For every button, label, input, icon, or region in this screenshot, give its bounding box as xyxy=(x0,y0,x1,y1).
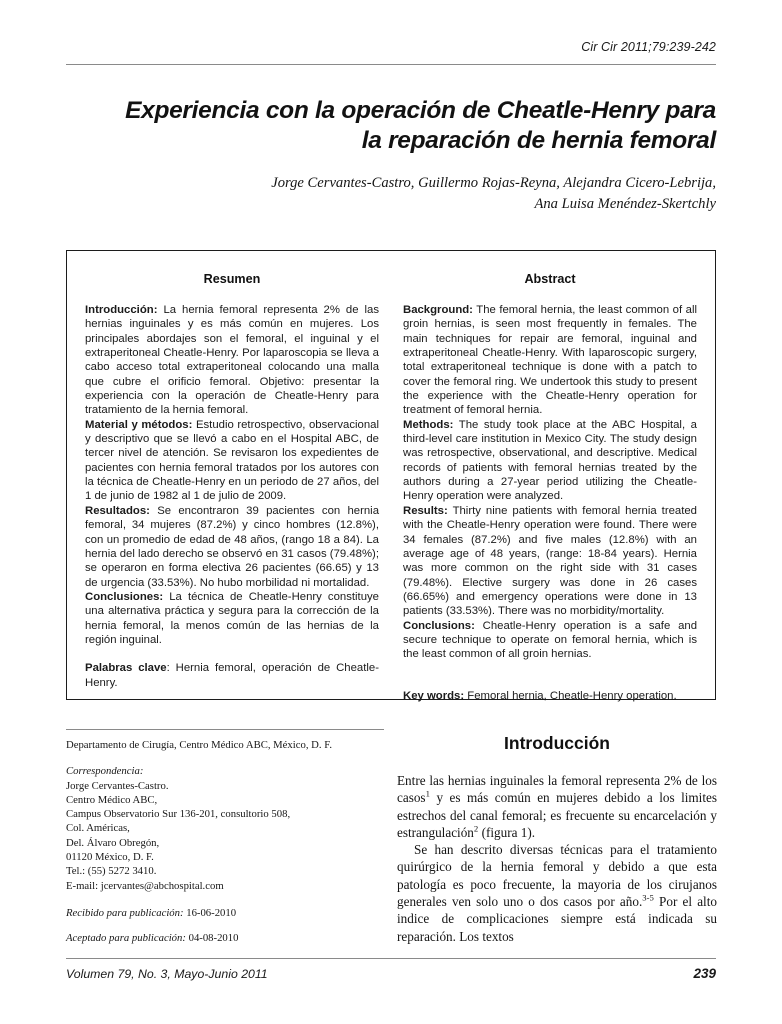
section-text: Cheatle-Henry operation is a safe and secure technique to operate on femoral hernia, which is the least common of all groin hernias. xyxy=(403,619,697,661)
abstract-english-body xyxy=(403,303,697,703)
abstract-section xyxy=(85,303,379,418)
intro-p1-part-a: Entre las hernias inguinales la femoral representa 2% de los casos xyxy=(397,773,717,806)
reference-marker-2: 2 xyxy=(473,823,479,834)
department-affiliation: Departamento de Cirugía, Centro Médico ABC, México, D. F. xyxy=(66,739,332,751)
address-line: Del. Álvaro Obregón, xyxy=(66,836,160,849)
volume-info: Volumen 79, No. 3, Mayo-Junio 2011 xyxy=(66,967,268,981)
journal-citation: Cir Cir 2011;79:239-242 xyxy=(581,40,716,54)
keywords-label: Palabras clave xyxy=(85,662,167,675)
section-label: Resultados: xyxy=(85,504,150,517)
header-rule xyxy=(66,64,716,65)
abstract-english xyxy=(403,267,697,702)
keywords-text: Femoral hernia, Cheatle-Henry operation. xyxy=(464,689,677,702)
section-text: La hernia femoral representa 2% de las hernias inguinales y es más común en mujeres. Los principales abordajes son el femoral, el inguinal y el extraperitoneal Cheatle-Henry. Por laparoscopia se lleva a cabo acceso total extraperitoneal colocando una malla que cubre el orificio femoral. Objetivo: presentar la experiencia con la operación de Cheatle-Henry para tratamiento de la hernia femoral. xyxy=(85,304,379,417)
introduction-paragraph-2 xyxy=(397,841,717,945)
title-block xyxy=(66,96,716,215)
abstract-section xyxy=(403,303,697,418)
abstract-section xyxy=(403,619,697,662)
page-number: 239 xyxy=(693,966,716,981)
section-text: The study took place at the ABC Hospital, a third-level care institution in Mexico City. The study design was retrospective, observational, and descriptive. Medical records of patients with femoral hernias treated by the authors during a 27-year period utilizing the Cheatle-Henry operation were analyzed. xyxy=(403,418,697,503)
page-title xyxy=(66,96,716,156)
intro-p2-part-b: Por el alto indice de complicaciones siempre está indicada su reparación. Los textos xyxy=(397,894,717,944)
masthead xyxy=(66,38,716,56)
abstract-section xyxy=(85,504,379,590)
footer-rule xyxy=(66,958,716,959)
section-label: Material y métodos: xyxy=(85,418,193,431)
author-list xyxy=(66,173,716,215)
section-label: Conclusions: xyxy=(403,619,475,632)
address-line: Campus Observatorio Sur 136-201, consultorio 508, xyxy=(66,808,291,821)
intro-p1-part-c: (figura 1). xyxy=(478,824,536,840)
section-label: Methods: xyxy=(403,418,454,431)
introduction-heading: Introducción xyxy=(504,733,610,753)
keywords-spanish xyxy=(85,661,379,690)
section-text: Estudio retrospectivo, observacional y descriptivo que se llevó a cabo en el Hospital ABC, de tercer nivel de atención. Se revisaron los expedientes de pacientes con hernia femoral tratados por los autores con la técnica de Cheatle-Henry en un periodo de 27 años, del 1 de junio de 1982 al 1 de julio de 2009. xyxy=(85,418,379,503)
accepted-date-line xyxy=(66,931,386,945)
title-line-1: Experiencia con la operación de Cheatle-Henry para xyxy=(125,97,716,124)
section-label: Background: xyxy=(403,304,473,316)
section-text: The femoral hernia, the least common of all groin hernias, is seen most frequently in females. The main techniques for repair are femoral, inguinal and extraperitoneal Cheatle-Henry. With laparoscopic surgery, total extraperitoneal technique is done with a patch to cover the femoral ring. We undertook this study to present the experience with the Cheatle-Henry operation for treatment of femoral hernia. xyxy=(403,304,697,417)
accepted-label: Aceptado para publicación: xyxy=(66,931,186,944)
correspondence-label: Correspondencia: xyxy=(66,765,144,778)
abstract-spanish-heading: Resumen xyxy=(203,272,261,286)
abstract-spanish-body xyxy=(85,303,379,690)
introduction-paragraph-1 xyxy=(397,772,717,841)
abstract-spanish xyxy=(85,267,379,689)
abstract-section xyxy=(403,418,697,504)
address-line: Jorge Cervantes-Castro. xyxy=(66,779,169,792)
abstract-section xyxy=(85,590,379,647)
section-text: La técnica de Cheatle-Henry constituye una alternativa práctica y segura para la corrección de la hernia femoral, la menos común de las hernias de la región inguinal. xyxy=(85,590,379,646)
abstract-section xyxy=(85,418,379,504)
phone-line: Tel.: (55) 5272 3410. xyxy=(66,865,157,878)
keywords-label: Key words: xyxy=(403,689,465,702)
introduction-section xyxy=(397,733,717,945)
abstract-english-heading: Abstract xyxy=(524,272,576,286)
abstract-box xyxy=(66,250,716,700)
section-text: Se encontraron 39 pacientes con hernia femoral, 34 mujeres (87.2%) y cinco hombres (12.8%), con un promedio de edad de 48 años, (rango 18 a 84). La hernia del lado derecho se observó en 31 casos (79.48%); se operaron en forma electiva 26 pacientes (66.65) y 13 de urgencia (33.53%). No hubo morbilidad ni mortalidad. xyxy=(85,504,379,589)
footnote-rule xyxy=(66,729,384,730)
author-line-2: Ana Luisa Menéndez-Skertchly xyxy=(534,196,716,212)
section-label: Introducción: xyxy=(85,304,158,316)
received-value: 16-06-2010 xyxy=(183,906,237,919)
title-line-2: la reparación de hernia femoral xyxy=(361,127,716,154)
address-line: 01120 México, D. F. xyxy=(66,851,154,864)
reference-marker-3-5: 3-5 xyxy=(642,892,654,903)
publication-dates xyxy=(66,906,386,945)
section-text: Thirty nine patients with femoral hernia treated with the Cheatle-Henry operation were found. There were 34 females (87.2%) and five males (12.8%) with an average age of 48 years, (range: 18-84 years). Hernia was more common on the right side with 31 cases (79.48%). Elective surgery was done in 26 cases (66.65%) and emergency operations were done in 13 patients (33.53%). There was no morbidity/mortality. xyxy=(403,504,697,618)
correspondence-block xyxy=(66,738,386,956)
keywords-text: : Hernia femoral, operación de Cheatle-Henry. xyxy=(85,662,379,689)
intro-p1-part-b: y es más común en mujeres debido a los limites estrechos del canal femoral; es frecuente su encarcelación y estrangulación xyxy=(397,790,717,840)
keywords-english xyxy=(403,689,697,703)
section-label: Conclusiones: xyxy=(85,590,164,603)
reference-marker-1: 1 xyxy=(425,788,430,799)
email-line[interactable]: E-mail: jcervantes@abchospital.com xyxy=(66,879,224,892)
intro-p2-part-a: Se han descrito diversas técnicas para el tratamiento quirúrgico de la hernia femoral y debido a que esta patología es poco frecuente, la mayoria de los cirujanos generales ven solo uno o dos casos por año. xyxy=(397,842,717,910)
address-line: Centro Médico ABC, xyxy=(66,793,158,806)
author-line-1: Jorge Cervantes-Castro, Guillermo Rojas-Reyna, Alejandra Cicero-Lebrija, xyxy=(271,175,716,191)
accepted-value: 04-08-2010 xyxy=(185,931,239,944)
page-footer xyxy=(66,966,716,981)
received-date-line xyxy=(66,906,386,920)
section-label: Results: xyxy=(403,504,448,517)
received-label: Recibido para publicación: xyxy=(66,906,184,919)
address-line: Col. Américas, xyxy=(66,822,130,835)
abstract-section xyxy=(403,504,697,619)
